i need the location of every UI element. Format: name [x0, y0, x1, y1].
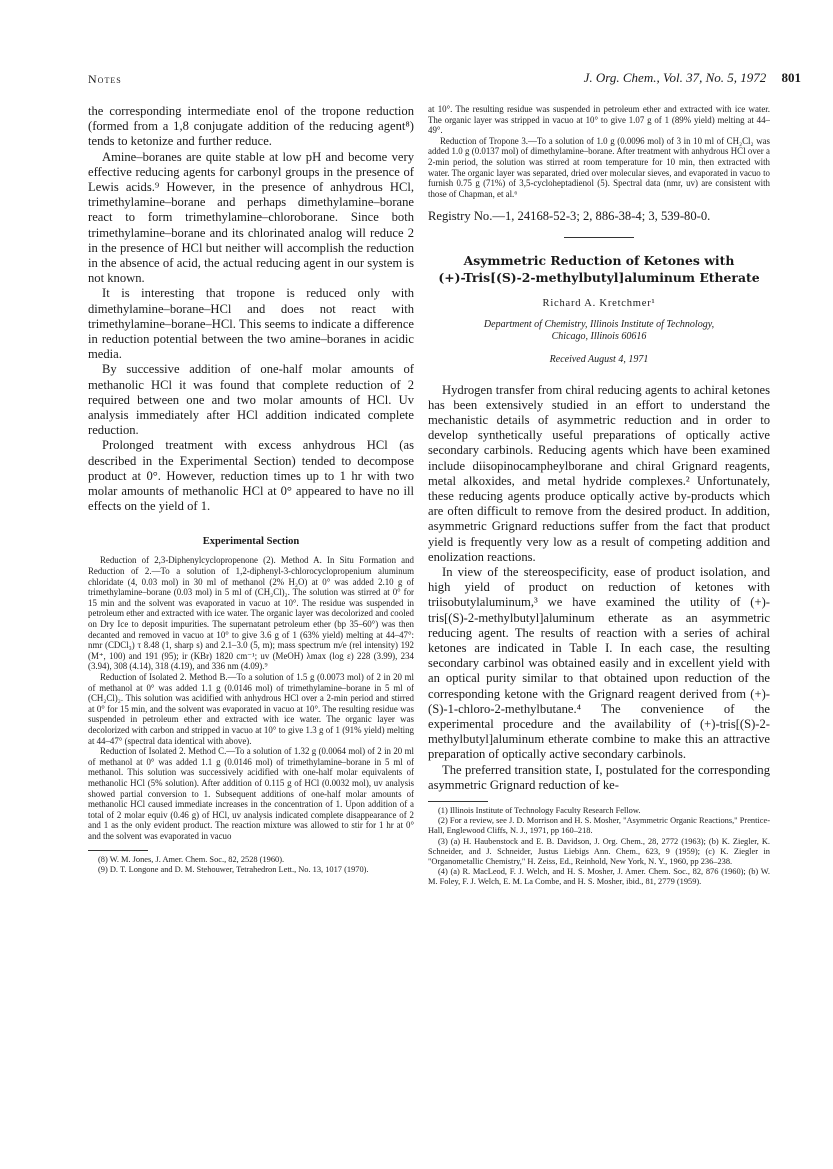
received-date: Received August 4, 1971: [549, 353, 649, 365]
left-column: [88, 104, 414, 875]
footnote: (2) For a review, see J. D. Morrison and H. S. Mosher, "Asymmetric Organic Reactions," Prentice-Hall, Englewood Cliffs, N. J., 1971, pp 160–218.: [428, 816, 770, 836]
paragraph: Amine–boranes are quite stable at low pH and become very effective reducing agents for carbonyl groups in the presence of Lewis acids.⁹ However, in the presence of anhydrous HCl, trimethylamine–borane and perhaps dimethylamine–borane react to form trimethylamine–chloroborane. Since both trimethylamine–borane and its chlorinated analog will reduce 2 in the presence of HCl but neither will accomplish the reduction in the absence of acid, the actual reducing agent in our system is not known.: [88, 149, 414, 286]
registry-numbers: Registry No.—1, 24168-52-3; 2, 886-38-4; 3, 539-80-0.: [428, 209, 711, 224]
discussion-text: [88, 104, 414, 514]
article-title-line: (+)-Tris[(S)-2-methylbutyl]aluminum Etherate: [438, 269, 760, 285]
right-column: [428, 104, 770, 888]
running-head-section: Notes: [88, 72, 122, 86]
paragraph: It is interesting that tropone is reduced only with dimethylamine–borane–HCl and does not react with trimethylamine–borane–HCl. This seems to indicate a difference in reduction potential between the two amine–boranes in acidic media.: [88, 286, 414, 362]
footnote: (4) (a) R. MacLeod, F. J. Welch, and H. S. Mosher, J. Amer. Chem. Soc., 82, 876 (1960); (b) W. M. Foley, F. J. Welch, E. M. La Combe, and H. S. Mosher, ibid., 81, 2779 (1959).: [428, 867, 770, 887]
footnote: (8) W. M. Jones, J. Amer. Chem. Soc., 82, 2528 (1960).: [98, 854, 285, 864]
footnotes-left: [88, 855, 414, 875]
affiliation-line: Chicago, Illinois 60616: [551, 331, 647, 343]
running-head-journal: [584, 70, 801, 86]
paragraph: Reduction of Isolated 2. Method C.—To a solution of 1.32 g (0.0064 mol) of 2 in 20 ml of methanol at 0° was added 1.1 g (0.0146 mol) of trimethylamine–borane in 5 ml of methanol. This solution was successively acidified with one-half molar equivalents of methanolic HCl (5% solution). After addition of 0.115 g of HCl (0.0032 mol), uv analysis showed partial conversion to 1. Subsequent additions of one-half molar amounts of methanolic HCl caused immediate increases in the concentration of 1. Upon addition of a total of 2 molar equiv (0.46 g) of HCl, uv analysis indicated complete disappearance of 2 and 1 as the only evident product. The reaction mixture was allowed to stir for 1 hr at 0° and the solvent was evaporated in vacuo: [88, 746, 414, 841]
paragraph: the corresponding intermediate enol of the tropone reduction (formed from a 1,8 conjugate addition of the reducing agent⁸) tends to ketonize and further reduce.: [88, 104, 414, 149]
article-title-line: Asymmetric Reduction of Ketones with: [463, 252, 735, 268]
article-title: [428, 252, 770, 286]
footnote: (9) D. T. Longone and D. M. Stehouwer, Tetrahedron Lett., No. 13, 1017 (1970).: [98, 864, 369, 874]
author: Richard A. Kretchmer¹: [542, 297, 656, 309]
footnotes-right: [428, 806, 770, 888]
paragraph: In view of the stereospecificity, ease of product isolation, and high yield of product on reduction of ketones with triisobutylaluminum,³ we have examined the utility of (+)-tris[(S)-2-methylbutyl]aluminum etherate as an asymmetric reducing agent. The results of reaction with a series of achiral ketones are indicated in Table I. In each case, the resulting secondary carbinol was obtained easily and in excellent yield with an optical purity similar to that obtained upon reduction of the corresponding ketone with the Grignard reagent derived from (+)-(S)-1-chloro-2-methylbutane.⁴ The convenience of the experimental procedure and the availability of (+)-tris[(S)-2-methylbutyl]aluminum etherate combine to make this an attractive preparation of optically active secondary carbinols.: [428, 564, 770, 762]
experimental-heading: Experimental Section: [202, 536, 300, 548]
affiliation: [428, 319, 770, 344]
experimental-continued: [428, 104, 770, 199]
paragraph: Reduction of Tropone 3.—To a solution of 1.0 g (0.0096 mol) of 3 in 10 ml of CH₂Cl₂ was added 1.0 g (0.0137 mol) of dimethylamine–borane. After treatment with anhydrous HCl over a 2-min period, the solution was stirred at room temperature for 10 min, then extracted with water. The organic layer was separated, dried over molecular sieves, and evaporated in vacuo to furnish 0.75 g (71%) of 3,5-cycloheptadienol (5). Spectral data (nmr, uv) are consistent with those of Chapman, et al.⁶: [428, 135, 770, 199]
article-body: [428, 383, 770, 793]
paragraph: Reduction of Isolated 2. Method B.—To a solution of 1.5 g (0.0073 mol) of 2 in 20 ml of methanol at 0° was added 1.1 g (0.0146 mol) of trimethylamine–borane in 5 ml of (CH₂Cl)₂. This solution was acidified with anhydrous HCl over a 2-min period and stirred at 0° for 15 min, and the solvent was evaporated in vacuo at 10°. The resulting residue was suspended in petroleum ether and extracted with ice water. The organic layer was decolorized with carbon and stripped in vacuo at 10° to give 1.3 g of 1 (91% yield) melting at 44–47° (spectral data identical with above).: [88, 672, 414, 746]
paragraph: at 10°. The resulting residue was suspended in petroleum ether and extracted with ice water. The organic layer was stripped in vacuo at 10° to give 1.07 g of 1 (89% yield) melting at 44–49°.: [428, 104, 770, 136]
footnote: (1) Illinois Institute of Technology Faculty Research Fellow.: [438, 806, 641, 816]
experimental-text: [88, 555, 414, 841]
page-number: 801: [781, 70, 801, 85]
paragraph: Reduction of 2,3-Diphenylcyclopropenone (2). Method A. In Situ Formation and Reduction of 2.—To a solution of 1,2-diphenyl-3-chlorocyclopropenium aluminum chloridate (4, 0.03 mol) in 30 ml of methanol (2% H₂O) at 0° was added 2.10 g of trimethylamine–borane (0.03 mol) in 5 ml of (CH₂Cl)₂. The solution was stirred at 0° for 15 min and the solvent was evaporated in vacuo at 10°. The residue was suspended in petroleum ether and extracted with ice water. The organic layer was decolorized and cooled on Dry Ice to deposit impurities. The supernatant petroleum ether (bp 35–60°) was then decanted and removed in vacuo at 10° to give 3.6 g of 1 (63% yield) melting at 44–47°: nmr (CDCl₃) τ 8.48 (1, sharp s) and 2.1–3.0 (5, m); mass spectrum m/e (rel intensity) 192 (M⁺, 100) and 191 (95); ir (KBr) 1820 cm⁻¹; uv (MeOH) λmax (log ε) 228 (3.99), 234 (3.94), 308 (4.14), 318 (4.19), and 336 nm (4.09).⁹: [88, 555, 414, 672]
paragraph: Hydrogen transfer from chiral reducing agents to achiral ketones has been extensively studied in an effort to understand the mechanistic details of asymmetric reduction and in order to develop synthetically useful preparations of optically active secondary carbinols. Reducing agents which have been examined include diisopinocampheylborane and chiral Grignard reagents, metal alkoxides, and metal hydride complexes.² Unfortunately, these reducing agents produce optically active by-products which are often difficult to remove from the desired product. In addition, asymmetric Grignard reductions suffer from the fact that product yield is frequently very low as a result of competing addition and enolization reactions.: [428, 382, 770, 564]
paragraph: The preferred transition state, I, postulated for the corresponding asymmetric Grignard reduction of ke-: [428, 762, 770, 792]
paragraph: Prolonged treatment with excess anhydrous HCl (as described in the Experimental Section) tended to decompose product at 0°. However, reduction times up to 1 hr with two molar amounts of methanolic HCl at 0° appeared to have no ill effects on the yield of 1.: [88, 438, 414, 514]
affiliation-line: Department of Chemistry, Illinois Institute of Technology,: [483, 318, 715, 330]
footnote: (3) (a) H. Haubenstock and E. B. Davidson, J. Org. Chem., 28, 2772 (1963); (b) K. Ziegler, K. Schneider, and J. Schneider, Justus Liebigs Ann. Chem., 623, 9 (1959); (c) K. Ziegler in "Organometallic Chemistry," H. Zeiss, Ed., Reinhold, New York, N. Y., 1960, pp 236–238.: [428, 836, 770, 867]
journal-citation: J. Org. Chem., Vol. 37, No. 5, 1972: [583, 70, 767, 85]
paragraph: By successive addition of one-half molar amounts of methanolic HCl it was found that complete reduction of 2 required between one and two molar amounts of HCl. Uv analysis immediately after HCl addition indicated complete reduction.: [88, 362, 414, 438]
